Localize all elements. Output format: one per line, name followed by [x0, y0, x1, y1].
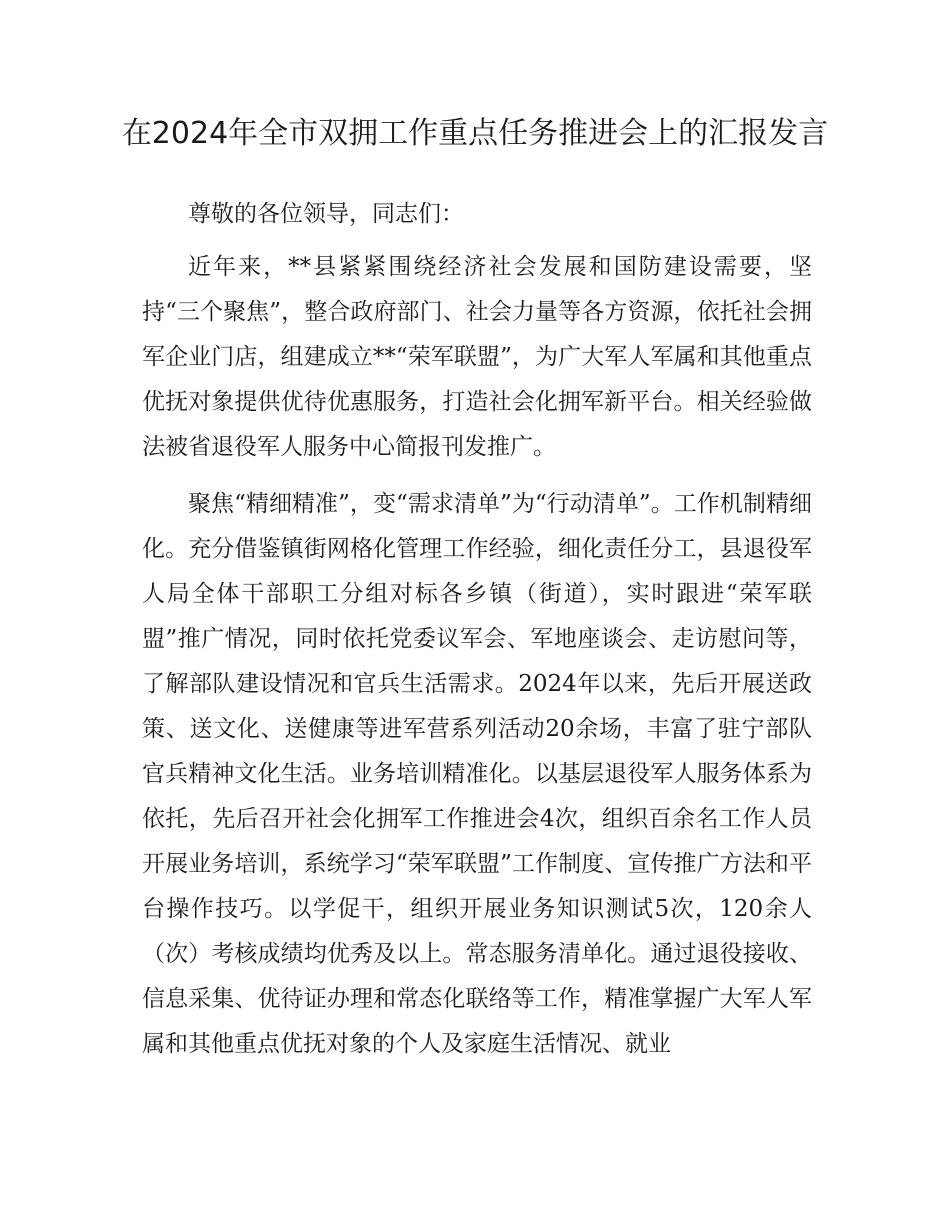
document-body	[142, 192, 812, 1079]
document-title: 在2024年全市双拥工作重点任务推进会上的汇报发言	[121, 116, 829, 151]
paragraph-focus-precision: 聚焦“精细精准”，变“需求清单”为“行动清单”。工作机制精细化。充分借鉴镇街网格化管理工作经验，细化责任分工，县退役军人局全体干部职工分组对标各乡镇（街道），实时跟进“荣军联盟”推广情况，同时依托党委议军会、军地座谈会、走访慰问等，了解部队建设情况和官兵生活需求。2024年以来，先后开展送政策、送文化、送健康等进军营系列活动20余场，丰富了驻宁部队官兵精神文化生活。业务培训精准化。以基层退役军人服务体系为依托，先后召开社会化拥军工作推进会4次，组织百余名工作人员开展业务培训，系统学习“荣军联盟”工作制度、宣传推广方法和平台操作技巧。以学促干，组织开展业务知识测试5次，120余人（次）考核成绩均优秀及以上。常态服务清单化。通过退役接收、信息采集、优待证办理和常态化联络等工作，精准掌握广大军人军属和其他重点优抚对象的个人及家庭生活情况、就业	[142, 491, 812, 1057]
salutation: 尊敬的各位领导，同志们：	[188, 201, 464, 227]
paragraph-intro: 近年来，**县紧紧围绕经济社会发展和国防建设需要，坚持“三个聚焦”，整合政府部门、社会力量等各方资源，依托社会拥军企业门店，组建成立**“荣军联盟”，为广大军人军属和其他重点优抚对象提供优待优惠服务，打造社会化拥军新平台。相关经验做法被省退役军人服务中心简报刊发推广。	[142, 254, 812, 460]
